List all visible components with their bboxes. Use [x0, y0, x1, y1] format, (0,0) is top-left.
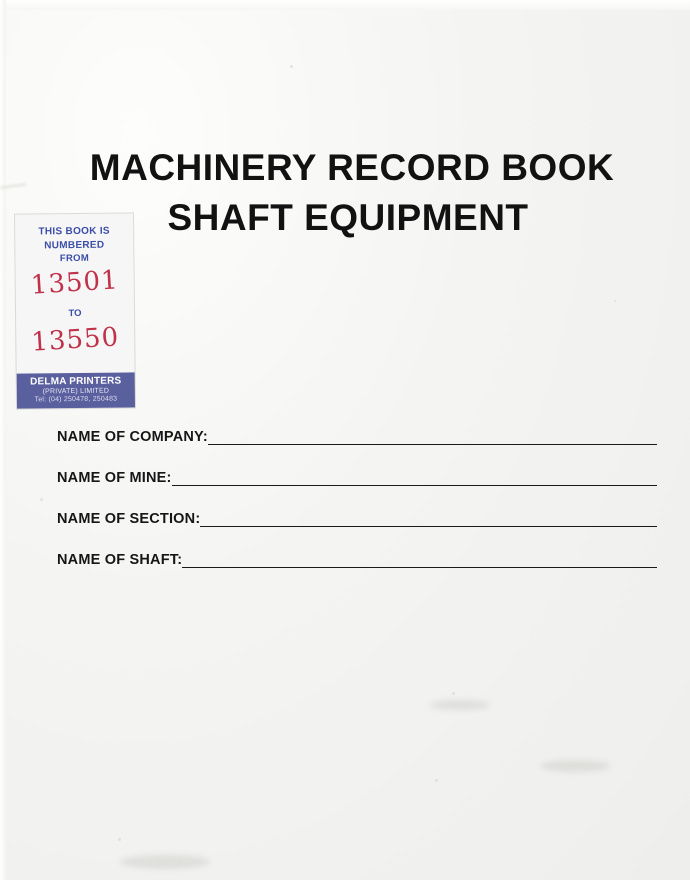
sticker-to-label: TO: [68, 307, 82, 320]
scan-smudge: [430, 700, 490, 710]
scan-speck: [118, 838, 121, 841]
scan-speck: [452, 692, 455, 695]
scan-speck: [614, 300, 616, 302]
scan-speck: [435, 779, 438, 782]
field-input-mine[interactable]: [172, 472, 657, 486]
field-input-section[interactable]: [200, 513, 657, 527]
field-value-mine: [172, 472, 176, 488]
form-fields: [57, 425, 657, 589]
field-label-section: NAME OF SECTION:: [57, 511, 201, 527]
sticker-to-number: 13550: [30, 322, 121, 358]
paper-edge-left: [0, 0, 6, 880]
field-row-shaft: [57, 548, 657, 568]
field-row-company: [57, 425, 657, 445]
field-label-shaft: NAME OF SHAFT:: [57, 552, 183, 568]
scan-speck: [290, 65, 293, 68]
sticker-from-label: FROM: [59, 252, 90, 265]
field-input-shaft[interactable]: [182, 554, 657, 568]
field-row-section: [57, 507, 657, 527]
scan-speck: [40, 498, 43, 501]
field-value-section: [200, 513, 204, 529]
sticker-heading-line-1: THIS BOOK IS: [38, 225, 110, 238]
field-value-shaft: [182, 554, 186, 570]
printer-name: DELMA PRINTERS: [30, 375, 122, 388]
field-input-company[interactable]: [208, 431, 657, 445]
field-value-company: [208, 431, 212, 447]
printer-subtitle: (PRIVATE) LIMITED: [42, 387, 110, 396]
printer-imprint: [17, 372, 135, 408]
paper-edge-top: [0, 0, 690, 10]
sticker-heading-line-2: NUMBERED: [44, 239, 105, 251]
field-row-mine: [57, 466, 657, 486]
sticker-heading: [15, 213, 133, 252]
scan-smudge: [120, 855, 210, 869]
title-line-1: MACHINERY RECORD BOOK: [89, 147, 615, 188]
field-label-company: NAME OF COMPANY:: [57, 429, 208, 445]
scan-smudge: [540, 760, 610, 772]
numbering-sticker: [15, 213, 135, 408]
title-line-2: SHAFT EQUIPMENT: [167, 196, 529, 238]
field-label-mine: NAME OF MINE:: [57, 470, 172, 486]
sticker-from-number: 13501: [29, 265, 120, 301]
printer-telephone: Tel: (04) 250478, 250483: [34, 395, 118, 404]
